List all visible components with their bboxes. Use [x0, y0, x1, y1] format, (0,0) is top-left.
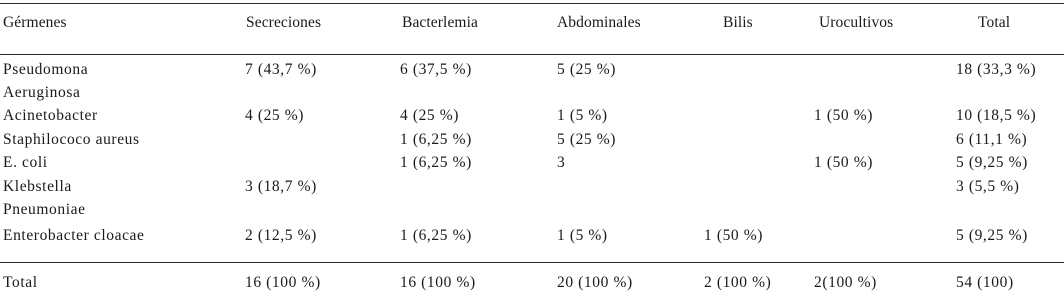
cell-secreciones: 4 (25 %)	[245, 107, 305, 124]
table-row	[0, 154, 1064, 176]
cell-abdominales: 1 (5 %)	[557, 227, 608, 244]
cell-bacterlemia: 4 (25 %)	[400, 107, 460, 124]
cell-total: 6 (11,1 %)	[956, 131, 1028, 148]
cell-germen: Staphilococo aureus	[3, 131, 140, 148]
cell-germen: Klebstella	[3, 178, 72, 195]
cell-bacterlemia: 1 (6,25 %)	[400, 131, 472, 148]
table-row	[0, 227, 1064, 249]
header-total: Total	[978, 14, 1011, 31]
table-row	[0, 131, 1064, 153]
total-label: Total	[3, 274, 38, 291]
total-secreciones: 16 (100 %)	[245, 274, 321, 291]
total-abdominales: 20 (100 %)	[557, 274, 633, 291]
table-row	[0, 84, 1064, 106]
total-total: 54 (100)	[956, 274, 1014, 291]
cell-germen: Acinetobacter	[3, 107, 98, 124]
cell-germen: Aeruginosa	[3, 84, 81, 101]
cell-secreciones: 7 (43,7 %)	[245, 61, 317, 78]
table-row	[0, 178, 1064, 200]
table-top-rule	[0, 3, 1064, 4]
cell-urocultivos: 1 (50 %)	[814, 154, 874, 171]
total-bacterlemia: 16 (100 %)	[400, 274, 476, 291]
table-total-rule	[0, 262, 1064, 263]
header-secreciones: Secreciones	[246, 14, 322, 31]
cell-germen: Pseudomona	[3, 61, 89, 78]
header-bacterlemia: Bacterlemia	[402, 14, 478, 31]
table-total-row	[0, 274, 1064, 296]
table-row	[0, 201, 1064, 223]
cell-secreciones: 3 (18,7 %)	[245, 178, 317, 195]
total-urocultivos: 2(100 %)	[814, 274, 877, 291]
cell-bacterlemia: 1 (6,25 %)	[400, 154, 472, 171]
header-urocultivos: Urocultivos	[819, 14, 894, 31]
table-row	[0, 61, 1064, 83]
header-germenes: Gérmenes	[3, 14, 67, 31]
cell-bacterlemia: 6 (37,5 %)	[400, 61, 472, 78]
cell-total: 5 (9,25 %)	[956, 227, 1028, 244]
cell-abdominales: 1 (5 %)	[557, 107, 608, 124]
table-row	[0, 107, 1064, 129]
cell-abdominales: 5 (25 %)	[557, 131, 617, 148]
cell-abdominales: 5 (25 %)	[557, 61, 617, 78]
cell-total: 5 (9,25 %)	[956, 154, 1028, 171]
cell-abdominales: 3	[557, 154, 566, 171]
table-header-rule	[0, 54, 1064, 55]
cell-germen: E. coli	[3, 154, 48, 171]
cell-germen: Enterobacter cloacae	[3, 227, 145, 244]
cell-urocultivos: 1 (50 %)	[814, 107, 874, 124]
cell-bilis: 1 (50 %)	[704, 227, 764, 244]
total-bilis: 2 (100 %)	[704, 274, 772, 291]
cell-secreciones: 2 (12,5 %)	[245, 227, 317, 244]
cell-bacterlemia: 1 (6,25 %)	[400, 227, 472, 244]
cell-germen: Pneumoniae	[3, 201, 86, 218]
header-abdominales: Abdominales	[557, 14, 641, 31]
cell-total: 18 (33,3 %)	[956, 61, 1037, 78]
cell-total: 3 (5,5 %)	[956, 178, 1020, 195]
header-bilis: Bilis	[723, 14, 753, 31]
cell-total: 10 (18,5 %)	[956, 107, 1037, 124]
